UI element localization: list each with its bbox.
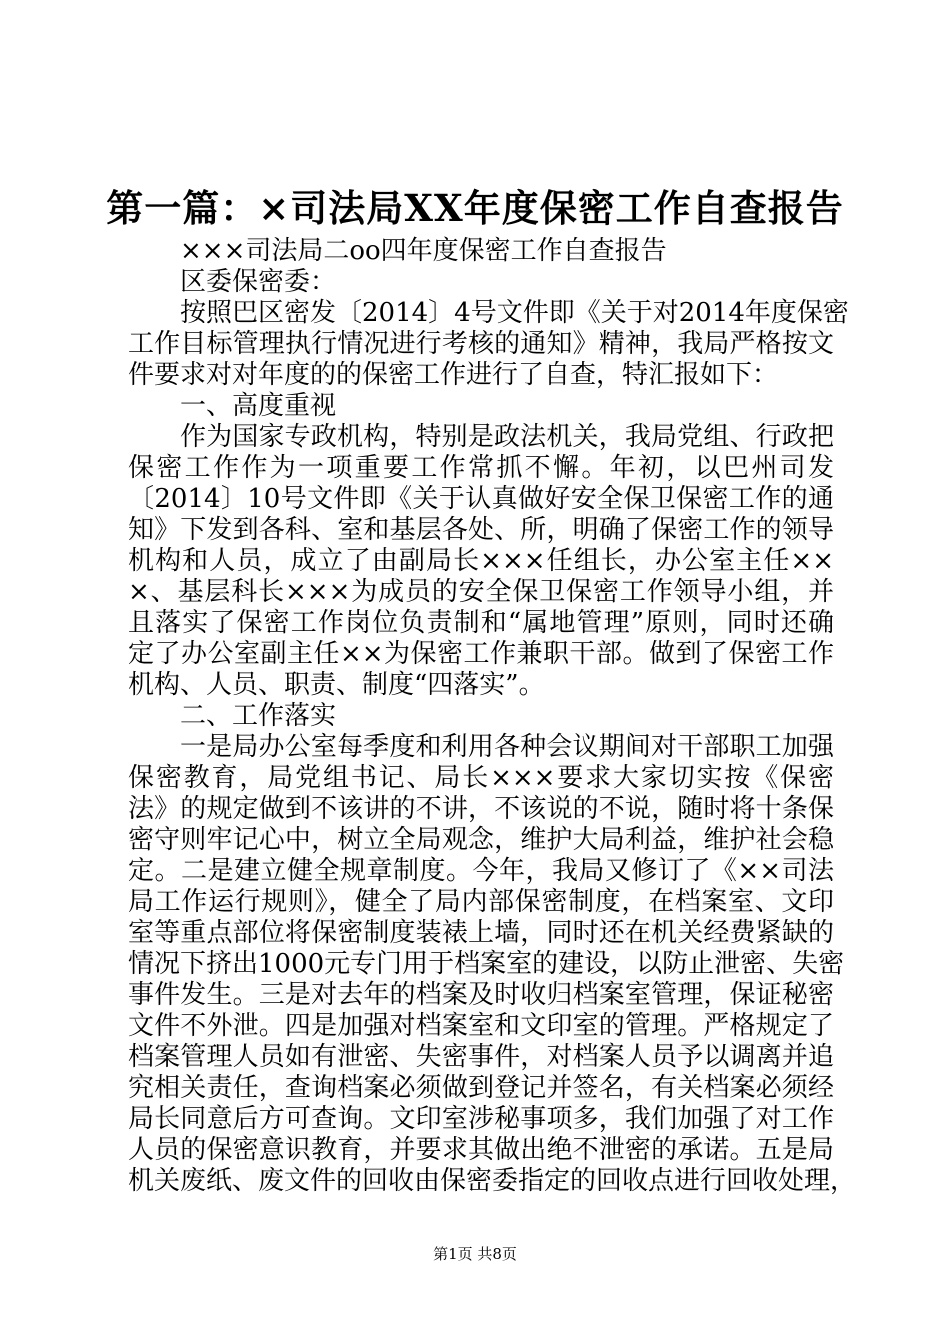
body-line: 件要求对对年度的的保密工作进行了自查，特汇报如下：	[128, 360, 779, 390]
body-line: 人员的保密意识教育，并要求其做出绝不泄密的承诺。五是局	[128, 1135, 834, 1165]
body-line: 机构、人员、职责、制度“四落实”。	[128, 670, 545, 700]
body-line: 一是局办公室每季度和利用各种会议期间对干部职工加强	[180, 732, 834, 762]
body-line: ×、基层科长×××为成员的安全保卫保密工作领导小组，并	[128, 577, 834, 607]
document-body	[128, 236, 857, 1197]
body-line: 局工作运行规则》，健全了局内部保密制度，在档案室、文印	[128, 887, 834, 917]
page-number: 第1页 共8页	[433, 1245, 517, 1263]
body-line: 情况下挤出1000元专门用于档案室的建设，以防止泄密、失密	[128, 949, 845, 979]
body-line: 局长同意后方可查询。文印室涉秘事项多，我们加强了对工作	[128, 1104, 834, 1134]
body-line: 室等重点部位将保密制度装裱上墙，同时还在机关经费紧缺的	[128, 918, 834, 948]
body-line: 定了办公室副主任××为保密工作兼职干部。做到了保密工作	[128, 639, 834, 669]
body-line: 且落实了保密工作岗位负责制和“属地管理”原则，同时还确	[128, 608, 834, 638]
body-line: 事件发生。三是对去年的档案及时收归档案室管理，保证秘密	[128, 980, 834, 1010]
body-line: ×××司法局二oo四年度保密工作自查报告	[180, 236, 667, 266]
body-line: 机构和人员，成立了由副局长×××任组长，办公室主任××	[128, 546, 834, 576]
body-line: 保密工作作为一项重要工作常抓不懈。年初，以巴州司发	[128, 453, 834, 483]
document-title: 第一篇：×司法局XX年度保密工作自查报告	[106, 186, 844, 230]
body-line: 〔2014〕10号文件即《关于认真做好安全保卫保密工作的通	[128, 484, 834, 514]
body-line: 定。二是建立健全规章制度。今年，我局又修订了《××司法	[128, 856, 834, 886]
body-line: 密守则牢记心中，树立全局观念，维护大局利益，维护社会稳	[128, 825, 834, 855]
body-line: 机关废纸、废文件的回收由保密委指定的回收点进行回收处理，	[128, 1166, 857, 1196]
body-line: 区委保密委：	[180, 267, 337, 297]
body-line: 一、高度重视	[180, 391, 337, 421]
body-line: 知》下发到各科、室和基层各处、所，明确了保密工作的领导	[128, 515, 834, 545]
body-line: 文件不外泄。四是加强对档案室和文印室的管理。严格规定了	[128, 1011, 834, 1041]
body-line: 究相关责任，查询档案必须做到登记并签名，有关档案必须经	[128, 1073, 834, 1103]
body-line: 按照巴区密发〔2014〕4号文件即《关于对2014年度保密	[180, 298, 849, 328]
body-line: 工作目标管理执行情况进行考核的通知》精神，我局严格按文	[128, 329, 834, 359]
body-line: 二、工作落实	[180, 701, 337, 731]
body-line: 作为国家专政机构，特别是政法机关，我局党组、行政把	[180, 422, 834, 452]
body-line: 保密教育，局党组书记、局长×××要求大家切实按《保密	[128, 763, 834, 793]
body-line: 法》的规定做到不该讲的不讲，不该说的不说，随时将十条保	[128, 794, 834, 824]
body-line: 档案管理人员如有泄密、失密事件，对档案人员予以调离并追	[128, 1042, 834, 1072]
